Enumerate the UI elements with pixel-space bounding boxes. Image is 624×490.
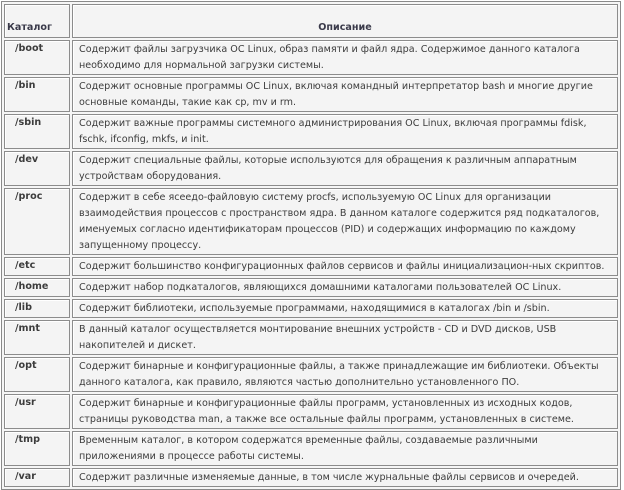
table-header-row (4, 4, 618, 38)
column-header-directory: Каталог (4, 4, 70, 38)
directory-cell: /bin (4, 77, 70, 112)
description-cell: Содержит набор подкаталогов, являющихся домашними каталогами пользователей ОС Linux. (72, 278, 618, 297)
directory-cell: /home (4, 278, 70, 297)
linux-directories-table (1, 1, 621, 490)
description-cell: Содержит большинство конфигурационных файлов сервисов и файлы инициализацион-ных скриптов. (72, 257, 618, 276)
description-cell: Содержит библиотеки, используемые программами, находящимися в каталогах /bin и /sbin. (72, 299, 618, 318)
table-row (4, 278, 618, 297)
description-cell: Содержит специальные файлы, которые используются для обращения к различным аппаратным устройствам оборудования. (72, 151, 618, 186)
description-cell: Содержит бинарные и конфигурационные файлы, а также принадлежащие им библиотеки. Объекты данного каталога, как правило, являются частью дополнительно установленного ПО. (72, 357, 618, 392)
table-row (4, 299, 618, 318)
description-cell: Содержит основные программы ОС Linux, включая командный интерпретатор bash и многие другие основные команды, такие как cp, mv и rm. (72, 77, 618, 112)
table-row (4, 40, 618, 75)
directory-cell: /boot (4, 40, 70, 75)
table-row (4, 151, 618, 186)
table-row (4, 357, 618, 392)
table-row (4, 394, 618, 429)
description-cell: В данный каталог осуществляется монтирование внешних устройств - CD и DVD дисков, USB накопителей и дискет. (72, 320, 618, 355)
directory-cell: /etc (4, 257, 70, 276)
table-row (4, 114, 618, 149)
directory-cell: /dev (4, 151, 70, 186)
directory-cell: /sbin (4, 114, 70, 149)
directory-cell: /tmp (4, 431, 70, 466)
table-row (4, 77, 618, 112)
table-row (4, 468, 618, 487)
directory-cell: /proc (4, 188, 70, 255)
table-row (4, 257, 618, 276)
description-cell: Содержит в себе ясеедо-файловую систему procfs, используемую ОС Linux для организации взаимодействия процессов с пространством ядра. В данном каталоге содержится ряд подкаталогов, именуемых согласно идентификаторам процессов (PID) и содержащих информацию по каждому запущенному процессу. (72, 188, 618, 255)
description-cell: Содержит различные изменяемые данные, в том числе журнальные файлы сервисов и очередей. (72, 468, 618, 487)
directory-cell: /lib (4, 299, 70, 318)
directory-cell: /usr (4, 394, 70, 429)
directory-cell: /opt (4, 357, 70, 392)
column-header-description: Описание (72, 4, 618, 38)
description-cell: Временным каталог, в котором содержатся временные файлы, создаваемые различными приложениями в процессе работы системы. (72, 431, 618, 466)
directory-cell: /mnt (4, 320, 70, 355)
table-row (4, 320, 618, 355)
table-row (4, 431, 618, 466)
description-cell: Содержит бинарные и конфигурационные файлы программ, установленных из исходных кодов, страницы руководства man, а также все остальные файлы программ, установленных в системе. (72, 394, 618, 429)
description-cell: Содержит файлы загрузчика ОС Linux, образ памяти и файл ядра. Содержимое данного каталога необходимо для нормальной загрузки системы. (72, 40, 618, 75)
table-row (4, 188, 618, 255)
description-cell: Содержит важные программы системного администрирования ОС Linux, включая программы fdisk, fschk, ifconfig, mkfs, и init. (72, 114, 618, 149)
directory-cell: /var (4, 468, 70, 487)
